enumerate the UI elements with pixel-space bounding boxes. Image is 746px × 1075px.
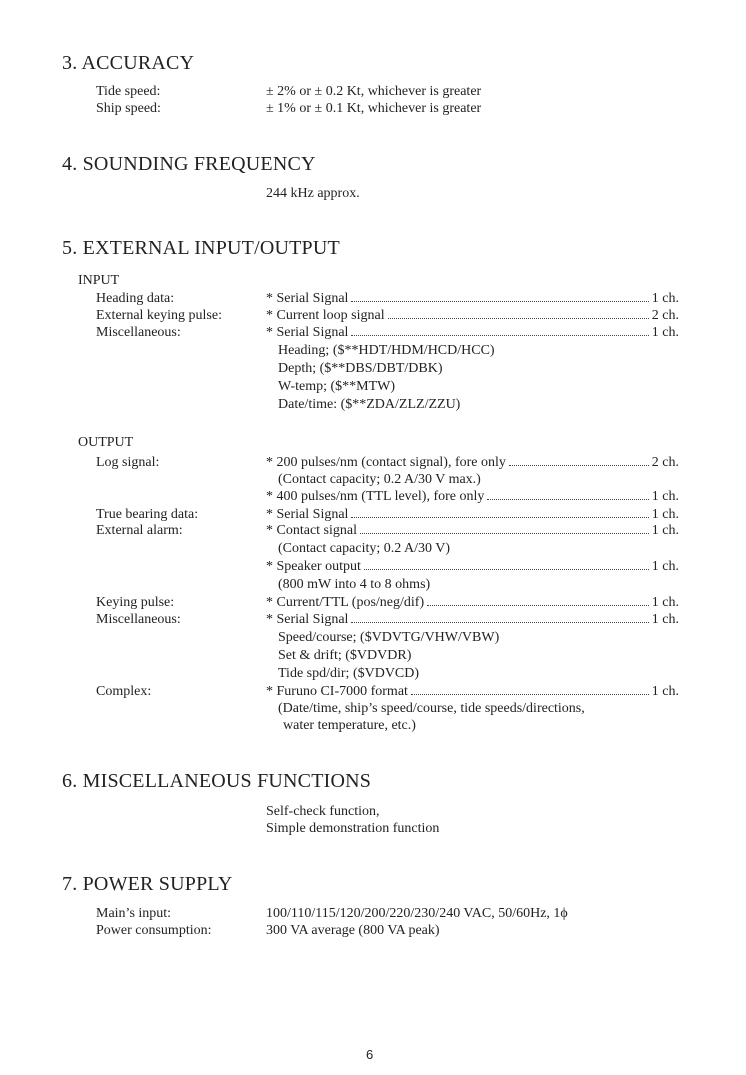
keying-pulse-spec: [266, 595, 679, 611]
input-sentence-heading: Heading; ($**HDT/HDM/HCD/HCC): [278, 343, 495, 358]
input-miscellaneous-spec: [266, 325, 679, 341]
section-heading-misc-functions: 6. MISCELLANEOUS FUNCTIONS: [62, 770, 372, 792]
channel-count: 2 ch.: [651, 455, 679, 470]
dot-leader: [388, 318, 649, 319]
mains-input-label: Main’s input:: [96, 906, 172, 921]
power-consumption-label: Power consumption:: [96, 923, 212, 938]
dot-leader: [411, 694, 649, 695]
dot-leader: [487, 499, 648, 500]
dot-leader: [351, 301, 648, 302]
dot-leader: [427, 605, 649, 606]
complex-note-line2: water temperature, etc.): [283, 718, 416, 733]
input-sentence-depth: Depth; ($**DBS/DBT/DBK): [278, 361, 443, 376]
channel-count: 1 ch.: [651, 523, 679, 538]
spec-item: * 400 pulses/nm (TTL level), fore only: [266, 489, 485, 504]
section-heading-sounding-frequency: 4. SOUNDING FREQUENCY: [62, 153, 316, 175]
input-subheading: INPUT: [78, 273, 120, 288]
true-bearing-data-spec: [266, 507, 679, 523]
spec-item: * Serial Signal: [266, 291, 349, 306]
heading-data-label: Heading data:: [96, 291, 175, 306]
input-miscellaneous-label: Miscellaneous:: [96, 325, 181, 340]
channel-count: 1 ch.: [651, 325, 679, 340]
channel-count: 1 ch.: [651, 507, 679, 522]
complex-spec: [266, 684, 679, 700]
external-alarm-speaker-note: (800 mW into 4 to 8 ohms): [278, 577, 431, 592]
dot-leader: [360, 533, 649, 534]
spec-item: * Furuno CI-7000 format: [266, 684, 408, 699]
spec-item: * Serial Signal: [266, 612, 349, 627]
complex-note-line1: (Date/time, ship’s speed/course, tide speeds/directions,: [278, 701, 585, 716]
log-signal-label: Log signal:: [96, 455, 160, 470]
true-bearing-data-label: True bearing data:: [96, 507, 199, 522]
complex-label: Complex:: [96, 684, 152, 699]
channel-count: 1 ch.: [651, 684, 679, 699]
input-sentence-datetime: Date/time: ($**ZDA/ZLZ/ZZU): [278, 397, 461, 412]
log-signal-spec-400: [266, 489, 679, 505]
spec-item: * Serial Signal: [266, 325, 349, 340]
spec-item: * 200 pulses/nm (contact signal), fore only: [266, 455, 506, 470]
function-demonstration: Simple demonstration function: [266, 821, 440, 836]
output-sentence-speed-course: Speed/course; ($VDVTG/VHW/VBW): [278, 630, 500, 645]
output-miscellaneous-spec: [266, 612, 679, 628]
channel-count: 1 ch.: [651, 291, 679, 306]
external-keying-pulse-spec: [266, 308, 679, 324]
dot-leader: [351, 622, 648, 623]
section-heading-accuracy: 3. ACCURACY: [62, 52, 195, 74]
heading-data-spec: [266, 291, 679, 307]
spec-item: * Current loop signal: [266, 308, 385, 323]
channel-count: 1 ch.: [651, 612, 679, 627]
page-number: 6: [366, 1047, 374, 1062]
channel-count: 1 ch.: [651, 559, 679, 574]
tide-speed-value: ± 2% or ± 0.2 Kt, whichever is greater: [266, 84, 482, 99]
tide-speed-label: Tide speed:: [96, 84, 161, 99]
input-sentence-wtemp: W-temp; ($**MTW): [278, 379, 396, 394]
sounding-frequency-value: 244 kHz approx.: [266, 186, 360, 201]
external-alarm-contact-spec: [266, 523, 679, 539]
channel-count: 2 ch.: [651, 308, 679, 323]
external-keying-pulse-label: External keying pulse:: [96, 308, 222, 323]
dot-leader: [364, 569, 649, 570]
log-signal-spec-200: [266, 455, 679, 471]
spec-item: * Serial Signal: [266, 507, 349, 522]
external-alarm-label: External alarm:: [96, 523, 183, 538]
function-self-check: Self-check function,: [266, 804, 380, 819]
external-alarm-speaker-spec: [266, 559, 679, 575]
output-miscellaneous-label: Miscellaneous:: [96, 612, 181, 627]
output-sentence-set-drift: Set & drift; ($VDVDR): [278, 648, 412, 663]
channel-count: 1 ch.: [651, 595, 679, 610]
log-signal-note: (Contact capacity; 0.2 A/30 V max.): [278, 472, 481, 487]
spec-item: * Contact signal: [266, 523, 357, 538]
mains-input-value: 100/110/115/120/200/220/230/240 VAC, 50/60Hz, 1ϕ: [266, 906, 568, 921]
spec-item: * Current/TTL (pos/neg/dif): [266, 595, 425, 610]
output-subheading: OUTPUT: [78, 435, 134, 450]
dot-leader: [509, 465, 649, 466]
power-consumption-value: 300 VA average (800 VA peak): [266, 923, 440, 938]
channel-count: 1 ch.: [651, 489, 679, 504]
section-heading-external-io: 5. EXTERNAL INPUT/OUTPUT: [62, 237, 340, 259]
dot-leader: [351, 335, 648, 336]
dot-leader: [351, 517, 648, 518]
spec-item: * Speaker output: [266, 559, 361, 574]
ship-speed-label: Ship speed:: [96, 101, 161, 116]
output-sentence-tide: Tide spd/dir; ($VDVCD): [278, 666, 420, 681]
external-alarm-contact-note: (Contact capacity; 0.2 A/30 V): [278, 541, 450, 556]
section-heading-power-supply: 7. POWER SUPPLY: [62, 873, 233, 895]
keying-pulse-label: Keying pulse:: [96, 595, 175, 610]
ship-speed-value: ± 1% or ± 0.1 Kt, whichever is greater: [266, 101, 482, 116]
